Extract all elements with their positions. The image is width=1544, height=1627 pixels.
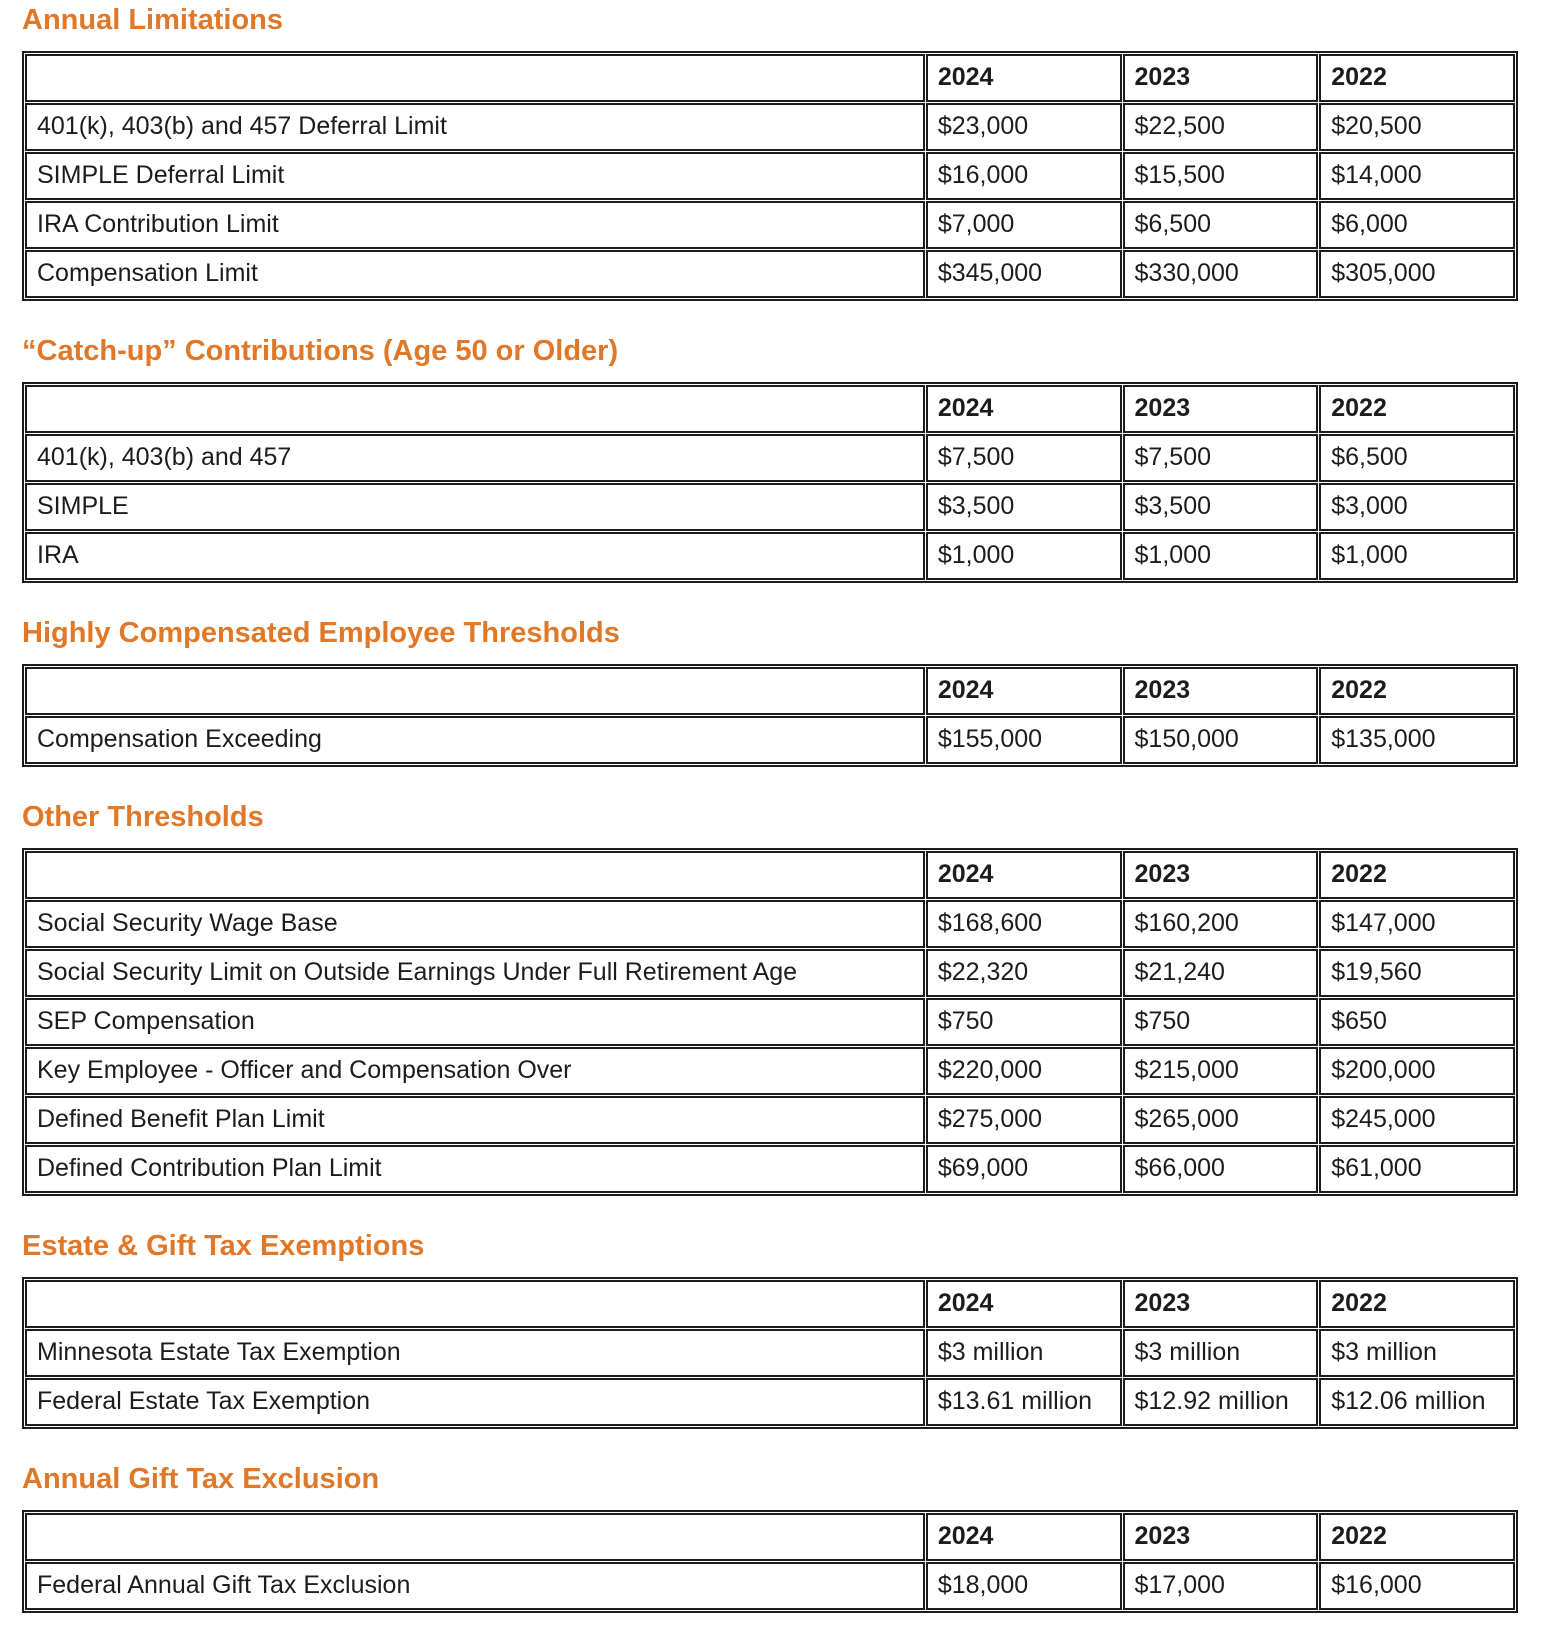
section (22, 335, 1518, 583)
row-value: $61,000 (1319, 1145, 1515, 1193)
row-value: $16,000 (1319, 1562, 1515, 1610)
row-label: SIMPLE Deferral Limit (25, 152, 925, 200)
year-column-header: 2023 (1123, 667, 1319, 715)
section (22, 4, 1518, 301)
table-row (25, 434, 1515, 482)
table-row (25, 1329, 1515, 1377)
header-spacer-cell (25, 1280, 925, 1328)
row-value: $345,000 (926, 250, 1122, 298)
table-row (25, 1378, 1515, 1426)
row-label: SEP Compensation (25, 998, 925, 1046)
year-column-header: 2023 (1123, 1513, 1319, 1561)
row-value: $168,600 (926, 900, 1122, 948)
header-spacer-cell (25, 1513, 925, 1561)
table-row (25, 1145, 1515, 1193)
table-row (25, 201, 1515, 249)
row-label: Federal Estate Tax Exemption (25, 1378, 925, 1426)
year-column-header: 2024 (926, 1513, 1122, 1561)
table-row (25, 716, 1515, 764)
header-spacer-cell (25, 851, 925, 899)
row-value: $22,320 (926, 949, 1122, 997)
row-value: $22,500 (1123, 103, 1319, 151)
row-label: Compensation Exceeding (25, 716, 925, 764)
limits-table (22, 382, 1518, 583)
row-value: $23,000 (926, 103, 1122, 151)
row-label: 401(k), 403(b) and 457 Deferral Limit (25, 103, 925, 151)
row-value: $275,000 (926, 1096, 1122, 1144)
table-row (25, 1096, 1515, 1144)
row-value: $7,500 (1123, 434, 1319, 482)
row-value: $3 million (926, 1329, 1122, 1377)
row-value: $17,000 (1123, 1562, 1319, 1610)
table-header-row (25, 385, 1515, 433)
row-value: $1,000 (1123, 532, 1319, 580)
section (22, 617, 1518, 767)
limits-table (22, 664, 1518, 767)
row-value: $3,500 (1123, 483, 1319, 531)
row-value: $7,000 (926, 201, 1122, 249)
row-label: Compensation Limit (25, 250, 925, 298)
row-value: $19,560 (1319, 949, 1515, 997)
row-value: $155,000 (926, 716, 1122, 764)
row-value: $7,500 (926, 434, 1122, 482)
row-value: $220,000 (926, 1047, 1122, 1095)
row-value: $305,000 (1319, 250, 1515, 298)
table-row (25, 998, 1515, 1046)
row-value: $3,000 (1319, 483, 1515, 531)
section (22, 1463, 1518, 1613)
row-label: Minnesota Estate Tax Exemption (25, 1329, 925, 1377)
row-value: $6,500 (1123, 201, 1319, 249)
row-value: $265,000 (1123, 1096, 1319, 1144)
row-value: $69,000 (926, 1145, 1122, 1193)
section-title: “Catch-up” Contributions (Age 50 or Older) (22, 335, 619, 367)
header-spacer-cell (25, 667, 925, 715)
table-header-row (25, 667, 1515, 715)
row-value: $215,000 (1123, 1047, 1319, 1095)
table-row (25, 103, 1515, 151)
row-value: $12.92 million (1123, 1378, 1319, 1426)
section-title: Highly Compensated Employee Thresholds (22, 617, 620, 649)
row-value: $147,000 (1319, 900, 1515, 948)
section (22, 1230, 1518, 1429)
row-value: $150,000 (1123, 716, 1319, 764)
header-spacer-cell (25, 54, 925, 102)
row-value: $18,000 (926, 1562, 1122, 1610)
row-value: $6,500 (1319, 434, 1515, 482)
row-label: IRA Contribution Limit (25, 201, 925, 249)
year-column-header: 2023 (1123, 851, 1319, 899)
row-value: $12.06 million (1319, 1378, 1515, 1426)
table-header-row (25, 54, 1515, 102)
row-value: $1,000 (926, 532, 1122, 580)
limits-table (22, 1510, 1518, 1613)
row-value: $21,240 (1123, 949, 1319, 997)
row-label: SIMPLE (25, 483, 925, 531)
table-row (25, 483, 1515, 531)
year-column-header: 2022 (1319, 1280, 1515, 1328)
table-row (25, 250, 1515, 298)
table-header-row (25, 851, 1515, 899)
section-title: Other Thresholds (22, 801, 264, 833)
row-value: $15,500 (1123, 152, 1319, 200)
year-column-header: 2024 (926, 54, 1122, 102)
row-value: $13.61 million (926, 1378, 1122, 1426)
year-column-header: 2023 (1123, 54, 1319, 102)
row-value: $245,000 (1319, 1096, 1515, 1144)
row-value: $1,000 (1319, 532, 1515, 580)
limits-table (22, 1277, 1518, 1429)
row-label: Federal Annual Gift Tax Exclusion (25, 1562, 925, 1610)
limits-table (22, 51, 1518, 301)
table-header-row (25, 1280, 1515, 1328)
row-value: $20,500 (1319, 103, 1515, 151)
row-value: $160,200 (1123, 900, 1319, 948)
table-row (25, 1047, 1515, 1095)
section-title: Annual Gift Tax Exclusion (22, 1463, 380, 1495)
table-row (25, 1562, 1515, 1610)
row-value: $3,500 (926, 483, 1122, 531)
row-value: $650 (1319, 998, 1515, 1046)
row-value: $200,000 (1319, 1047, 1515, 1095)
row-value: $66,000 (1123, 1145, 1319, 1193)
header-spacer-cell (25, 385, 925, 433)
table-row (25, 532, 1515, 580)
row-value: $750 (926, 998, 1122, 1046)
section-title: Estate & Gift Tax Exemptions (22, 1230, 425, 1262)
year-column-header: 2024 (926, 1280, 1122, 1328)
year-column-header: 2024 (926, 667, 1122, 715)
limits-table (22, 848, 1518, 1196)
year-column-header: 2022 (1319, 667, 1515, 715)
year-column-header: 2024 (926, 851, 1122, 899)
year-column-header: 2022 (1319, 54, 1515, 102)
table-row (25, 900, 1515, 948)
row-value: $6,000 (1319, 201, 1515, 249)
table-row (25, 152, 1515, 200)
year-column-header: 2024 (926, 385, 1122, 433)
row-label: Key Employee - Officer and Compensation Over (25, 1047, 925, 1095)
row-value: $330,000 (1123, 250, 1319, 298)
table-header-row (25, 1513, 1515, 1561)
row-label: Defined Benefit Plan Limit (25, 1096, 925, 1144)
row-label: 401(k), 403(b) and 457 (25, 434, 925, 482)
section-title: Annual Limitations (22, 4, 283, 36)
row-value: $3 million (1123, 1329, 1319, 1377)
year-column-header: 2023 (1123, 1280, 1319, 1328)
row-label: IRA (25, 532, 925, 580)
row-value: $3 million (1319, 1329, 1515, 1377)
table-row (25, 949, 1515, 997)
row-value: $750 (1123, 998, 1319, 1046)
section (22, 801, 1518, 1196)
year-column-header: 2023 (1123, 385, 1319, 433)
row-label: Social Security Limit on Outside Earnings Under Full Retirement Age (25, 949, 925, 997)
row-label: Defined Contribution Plan Limit (25, 1145, 925, 1193)
year-column-header: 2022 (1319, 385, 1515, 433)
year-column-header: 2022 (1319, 851, 1515, 899)
row-value: $16,000 (926, 152, 1122, 200)
row-value: $135,000 (1319, 716, 1515, 764)
year-column-header: 2022 (1319, 1513, 1515, 1561)
row-value: $14,000 (1319, 152, 1515, 200)
row-label: Social Security Wage Base (25, 900, 925, 948)
